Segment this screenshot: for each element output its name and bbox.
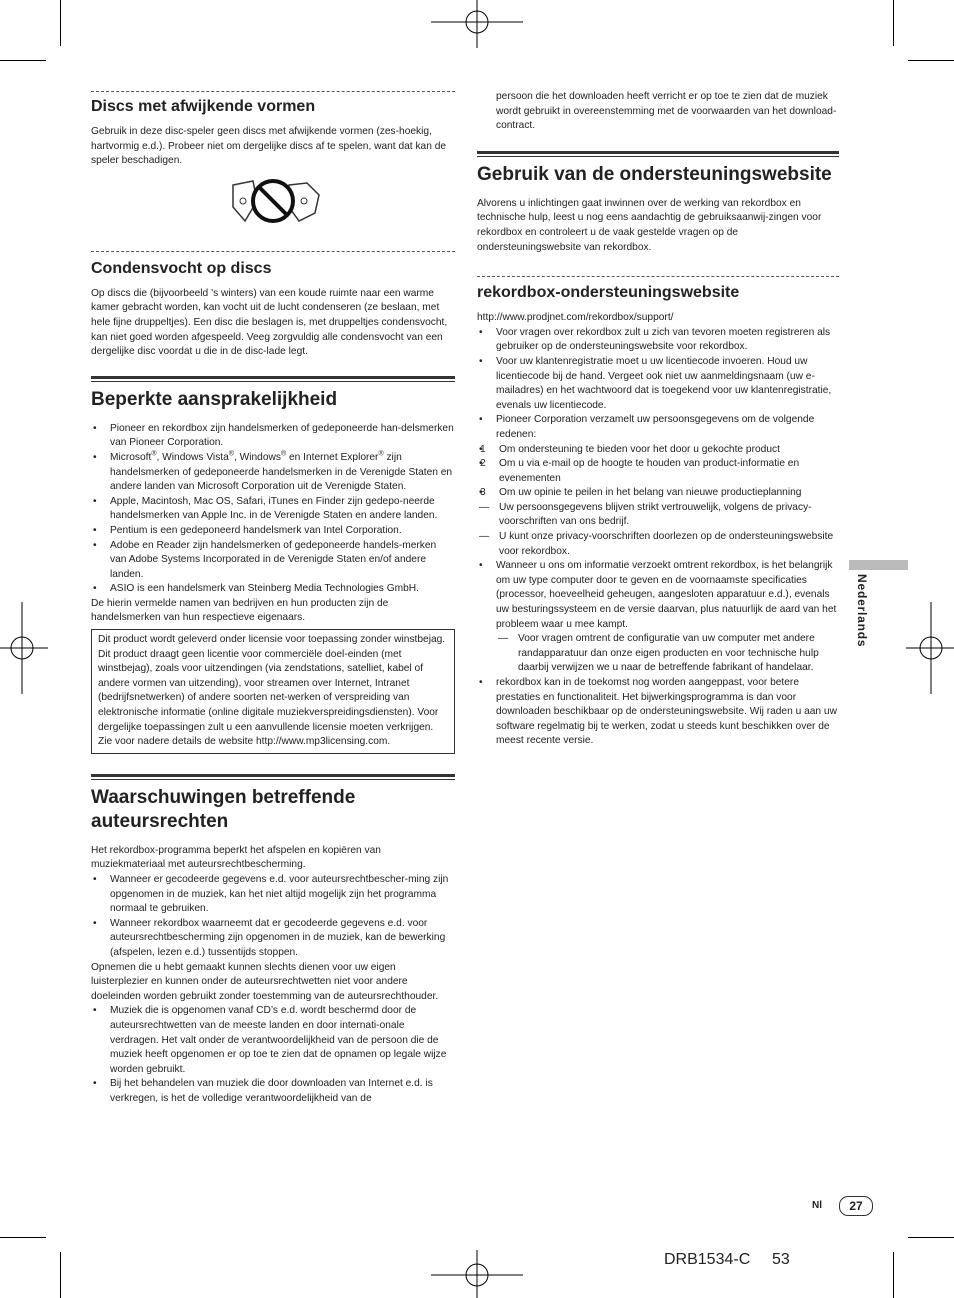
section-divider (91, 91, 455, 92)
registration-mark-top (431, 0, 523, 48)
language-tab-bar (849, 560, 908, 570)
copyright-list (91, 873, 455, 961)
registration-mark-right (906, 602, 954, 694)
list-item: • Adobe en Reader zijn handelsmerken of gedeponeerde handels-merken van Adobe Systems Incorporated in de Verenigde Staten en/of andere landen. (91, 539, 455, 583)
support-website-text: Alvorens u inlichtingen gaat inwinnen over de werking van rekordbox en technische hulp, leest u nog eens aandachtig de gebruiksaanwij-zingen voor rekordbox en controleert u de vaak gestelde vragen op de ondersteuningswebsite van rekordbox. (477, 197, 822, 253)
list-item: • Wanneer u ons om informatie verzoekt omtrent rekordbox, is het belangrijk om uw type computer door te geven en de voornaamste specificaties (processor, hoeveelheid geheugen, aangesloten apparatuur e.d.), evenals uw besturingssysteem en de versie daarvan, plus natuurlijk de aard van het probleem waar u mee kampt. — Voor vragen omtrent de configuratie van uw computer met andere randapparatuur dan onze eigen producten en voor technische hulp daarbij verwijzen we u naar de betreffende fabrikant of handelaar. (477, 559, 839, 676)
language-tab (849, 574, 869, 658)
registration-mark-bottom (431, 1250, 523, 1298)
section-divider (91, 251, 455, 252)
no-odd-shaped-discs-icon (223, 177, 323, 227)
section-title-condensation: Condensvocht op discs (91, 259, 272, 277)
language-tab-label: Nederlands (855, 574, 869, 648)
section-title-support-website: Gebruik van de ondersteuningswebsite (477, 163, 832, 185)
list-item: • Apple, Macintosh, Mac OS, Safari, iTunes en Finder zijn gedepo-neerde handelsmerken van Apple Inc. in de Verenigde Staten en andere landen. (91, 495, 455, 524)
list-item: • Voor vragen over rekordbox zult u zich van tevoren moeten registreren als gebruiker op de ondersteuningswebsite voor rekordbox. (477, 326, 839, 355)
section-title-liability: Beperkte aansprakelijkheid (91, 388, 338, 410)
list-item: • rekordbox kan in de toekomst nog worden aangeppast, voor betere prestaties en functionaliteit. Het bijwerkingsprogramma is dan voor downloaden beschikbaar op de ondersteuningswebsite. Wij raden u aan uw software regelmatig bij te werken, zodat u steeds kunt beschikken over de meest recente versie. (477, 676, 839, 749)
crop-mark (60, 1252, 61, 1298)
left-column (91, 86, 455, 1107)
right-column (477, 90, 839, 749)
section-rule (91, 774, 455, 780)
list-item: • 1 Om ondersteuning te bieden voor het door u gekochte product (477, 443, 839, 458)
section-title-copyright: Waarschuwingen betreffende auteursrechten (91, 786, 356, 832)
crop-mark (60, 0, 61, 46)
crop-mark (0, 60, 46, 61)
list-item: • Microsoft®, Windows Vista®, Windows® en Internet Explorer® zijn handelsmerken of gedeponeerde handelsmerken in de Verenigde Staten en andere landen van Microsoft Corporation uit de Verenigde Staten. (91, 451, 455, 495)
copyright-intro: Het rekordbox-programma beperkt het afspelen en kopiëren van muziekmateriaal met auteursrechtbescherming. (91, 844, 381, 871)
list-item: • Pioneer en rekordbox zijn handelsmerken of gedeponeerde han-delsmerken van Pioneer Corporation. (91, 422, 455, 451)
list-item: — Uw persoonsgegevens blijven strikt vertrouwelijk, volgens de privacy-voorschriften van ons bedrijf. (477, 501, 839, 530)
crop-mark (893, 0, 894, 46)
copyright-text: Opnemen die u hebt gemaakt kunnen slechts dienen voor uw eigen luisterplezier en kunnen onder de auteursrechtwetten niet voor andere doeleinden worden gebruikt zonder toestemming van de auteursrechthouder. (91, 961, 439, 1002)
config-notes (496, 632, 839, 676)
list-item: • ASIO is een handelsmerk van Steinberg Media Technologies GmbH. (91, 582, 455, 597)
crop-mark (0, 1237, 46, 1238)
privacy-notes (477, 501, 839, 559)
copyright-list (91, 1004, 455, 1106)
continued-text: persoon die het downloaden heeft verricht er op toe te zien dat de muziek wordt gebruikt in overeenstemming met de voorwaarden van het download-contract. (496, 91, 837, 132)
list-item: • Pentium is een gedeponeerd handelsmerk van Intel Corporation. (91, 524, 455, 539)
print-page-number: 53 (772, 1251, 790, 1268)
list-item: • Wanneer rekordbox waarneemt dat er gecodeerde gegevens e.d. voor auteursrechtbescherming zijn opgenomen in de muziek, kan de bewerking (afspelen, lezen e.d.) tussentijds stoppen. (91, 917, 455, 961)
crop-mark (908, 1237, 954, 1238)
list-item: — U kunt onze privacy-voorschriften doorlezen op de ondersteuningswebsite voor rekordbox. (477, 530, 839, 559)
section-divider (477, 276, 839, 277)
page-number-badge (839, 1196, 873, 1216)
list-item: • 2 Om u via e-mail op de hoogte te houden van product-informatie en evenementen (477, 457, 839, 486)
section-rule (477, 151, 839, 157)
registration-mark-left (0, 602, 48, 694)
list-item: • Pioneer Corporation verzamelt uw persoonsgegevens om de volgende redenen: • 1 Om ondersteuning te bieden voor het door u gekochte product • 2 Om u via e-mail op de hoogte te houden van product-informatie en evenementen • 3 Om uw opinie te peilen in het belang van nieuwe productieplanning — Uw persoonsgegevens blijven strikt vertrouwelijk, volgens de privacy-voorschriften van ons bedrijf. — U kunt onze privacy-voorschriften doorlezen op de ondersteuningswebsite voor rekordbox. (477, 413, 839, 559)
crop-mark (893, 1252, 894, 1298)
odd-discs-text: Gebruik in deze disc-speler geen discs met afwijkende vormen (zes-hoekig, hartvormig e.d.). Probeer niet om dergelijke discs af te spelen, want dat kan de speler beschadigen. (91, 126, 447, 167)
list-item: — Voor vragen omtrent de configuratie van uw computer met andere randapparatuur dan onze eigen producten en voor technische hulp daarbij verwijzen we u naar de betreffende fabrikant of handelaar. (496, 632, 839, 676)
trademark-list (91, 422, 455, 597)
trademark-note: De hierin vermelde namen van bedrijven en hun producten zijn de handelsmerken van hun respectieve eigenaars. (91, 597, 389, 624)
list-item: • Voor uw klantenregistratie moet u uw licentiecode invoeren. Houd uw licentiecode bij de hand. Vergeet ook niet uw aanmeldingsnaam (uw e-mailadres) en het wachtwoord dat is toegekend voor uw klantenregistratie, evenals uw licentiecode. (477, 355, 839, 413)
list-item: • 3 Om uw opinie te peilen in het belang van nieuwe productieplanning (477, 486, 839, 501)
list-item: • Bij het behandelen van muziek die door downloaden van Internet e.d. is verkregen, is het de volledige verantwoordelijkheid van de (91, 1077, 455, 1106)
section-title-rekordbox-support: rekordbox-ondersteuningswebsite (477, 284, 740, 302)
section-title-odd-discs: Discs met afwijkende vormen (91, 98, 316, 115)
support-list (477, 326, 839, 749)
list-item: • Wanneer er gecodeerde gegevens e.d. voor auteursrechtbescher-ming zijn opgenomen in de muziek, kan het niet altijd mogelijk zijn het programma normaal te gebruiken. (91, 873, 455, 917)
condensation-text: Op discs die (bijvoorbeeld ’s winters) van een koude ruimte naar een warme kamer gebracht worden, kan vocht uit de lucht condenseren (ze beslaan, met hele fijne druppeltjes). Een disc die beslagen is, met druppeltjes condensvocht, kan niet goed worden afgespeeld. Veeg zorgvuldig alle condensvocht van een dergelijke disc voordat u die in de disc-lade legt. (91, 287, 448, 358)
section-rule (91, 376, 455, 382)
footer-lang: Nl (812, 1200, 822, 1211)
page-number: 27 (849, 1199, 863, 1213)
crop-mark (908, 60, 954, 61)
list-item: • Muziek die is opgenomen vanaf CD’s e.d. wordt beschermd door de auteursrechtwetten van de meeste landen en door internati-onale verdragen. Het valt onder de verantwoordelijkheid van de persoon die de muziek heeft opgenomen er op toe te zien dat de opnamen op legale wijze worden gebruikt. (91, 1004, 455, 1077)
reasons-list (477, 443, 839, 501)
doc-code: DRB1534-C (664, 1251, 751, 1268)
license-notice-box: Dit product wordt geleverd onder licensie voor toepassing zonder winstbejag. Dit product draagt geen licentie voor commerciële doel-einden (met winstbejag), zoals voor uitzendingen (via zendstations, satelliet, kabel of andere vormen van uitzending), voor streamen over Internet, Intranet (bedrijfsnetwerken) of andere soorten net-werken of verspreiding van elektronische informatie (online digitale muziekverspreidingsdiensten). Voor dergelijke toepassingen zult u een aanvullende licensie moeten verkrijgen. Zie voor nadere details de website http://www.mp3licensing.com. (91, 629, 455, 754)
support-url[interactable]: http://www.prodjnet.com/rekordbox/support/ (477, 312, 674, 324)
